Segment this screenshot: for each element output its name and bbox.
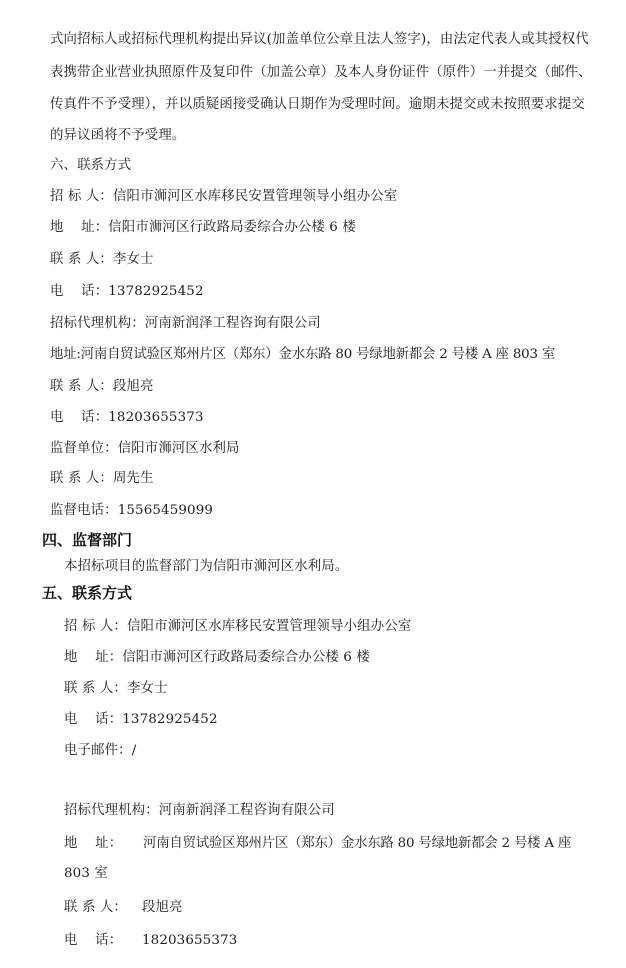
sec6-tenderer-value: 信阳市浉河区水库移民安置管理领导小组办公室 <box>112 189 398 204</box>
sec5-address-row <box>64 648 370 668</box>
sec5-phone-row <box>64 710 218 730</box>
sec5-contact-value: 李女士 <box>126 681 168 696</box>
sec5-tenderer-label: 招 标 人： <box>64 619 127 634</box>
sec5-agency-address-row <box>64 834 142 854</box>
sec5-agency-address-line2: 803 室 <box>64 866 108 881</box>
sec5-email-label: 电子邮件： <box>64 743 132 758</box>
sec5-address-value: 信阳市浉河区行政路局委综合办公楼 6 楼 <box>122 650 370 665</box>
intro-line-4: 的异议函将不予受理。 <box>50 128 186 143</box>
sec6-agency-label: 招标代理机构： <box>50 316 145 331</box>
sec5-tenderer-value: 信阳市浉河区水库移民安置管理领导小组办公室 <box>126 619 412 634</box>
intro-line-3: 传真件不予受理），并以质疑函接受确认日期作为受理时间。逾期未提交或未按照要求提交 <box>50 97 585 112</box>
sec5-agency-row <box>64 801 335 821</box>
sec5-phone-value: 13782925452 <box>122 712 218 727</box>
section-6-title: 六、联系方式 <box>50 158 132 173</box>
sec6-address-row <box>50 218 356 238</box>
sec6-agency-phone-label: 电 话： <box>50 410 109 425</box>
sec6-agency-value: 河南新润泽工程咨询有限公司 <box>144 316 321 331</box>
sec6-supervisor-phone-row <box>50 501 213 521</box>
sec6-agency-row <box>50 314 321 334</box>
sec6-agency-contact-label: 联 系 人： <box>50 379 113 394</box>
sec5-email-row <box>64 741 136 761</box>
sec5-contact-row <box>64 679 168 699</box>
sec5-address-label: 地 址： <box>64 650 123 665</box>
sec6-agency-phone-value: 18203655373 <box>108 410 204 425</box>
sec6-agency-contact-value: 段旭亮 <box>112 379 154 394</box>
sec5-agency-phone-label: 电 话： <box>64 933 123 948</box>
sec5-agency-phone-row <box>64 931 237 951</box>
sec5-agency-label: 招标代理机构： <box>64 803 159 818</box>
sec6-supervisor-contact-value: 周先生 <box>112 471 154 486</box>
sec6-phone-row <box>50 282 204 302</box>
sec6-phone-label: 电 话： <box>50 284 109 299</box>
sec6-phone-value: 13782925452 <box>108 284 204 299</box>
sec5-agency-phone-value: 18203655373 <box>142 933 238 948</box>
sec6-supervisor-phone-label: 监督电话： <box>50 503 118 518</box>
sec6-tenderer-row <box>50 187 397 207</box>
sec6-supervisor-contact-label: 联 系 人： <box>50 471 113 486</box>
sec6-address-value: 信阳市浉河区行政路局委综合办公楼 6 楼 <box>108 220 356 235</box>
sec6-supervisor-row <box>50 439 240 459</box>
sec5-email-value: / <box>131 743 137 758</box>
sec6-supervisor-label: 监督单位： <box>50 441 118 456</box>
sec5-agency-contact-value: 段旭亮 <box>142 900 183 915</box>
sec5-agency-contact-row <box>64 898 183 918</box>
sec6-agency-address-value: 河南自贸试验区郑州片区（郑东）金水东路 80 号绿地新都会 2 号楼 A 座 803 室 <box>80 347 556 362</box>
sec6-agency-phone-row <box>50 408 204 428</box>
sec6-supervisor-phone-value: 15565459099 <box>117 503 214 518</box>
sec6-agency-address-label: 地址: <box>50 347 81 362</box>
sec5-tenderer-row <box>64 617 411 637</box>
sec6-agency-contact-row <box>50 377 154 397</box>
sec6-agency-address-row <box>50 345 555 365</box>
sec6-supervisor-value: 信阳市浉河区水利局 <box>117 441 240 456</box>
section-4-text: 本招标项目的监督部门为信阳市浉河区水利局。 <box>64 559 349 574</box>
sec6-contact-value: 李女士 <box>112 252 154 267</box>
sec5-agency-address-line1: 河南自贸试验区郑州片区（郑东）金水东路 80 号绿地新都会 2 号楼 A 座 <box>143 836 572 851</box>
sec6-contact-label: 联 系 人： <box>50 252 113 267</box>
section-4-title: 四、监督部门 <box>42 531 133 549</box>
sec6-supervisor-contact-row <box>50 469 154 489</box>
sec5-phone-label: 电 话： <box>64 712 123 727</box>
sec5-agency-contact-label: 联 系 人： <box>64 900 127 915</box>
sec6-contact-row <box>50 250 154 270</box>
sec6-tenderer-label: 招 标 人： <box>50 189 113 204</box>
sec6-address-label: 地 址： <box>50 220 109 235</box>
sec5-agency-address-label: 地 址： <box>64 836 123 851</box>
sec5-agency-value: 河南新润泽工程咨询有限公司 <box>158 803 335 818</box>
intro-line-2: 表携带企业营业执照原件及复印件（加盖公章）及本人身份证件（原件）一并提交（邮件、 <box>50 65 592 80</box>
intro-line-1: 式向招标人或招标代理机构提出异议(加盖单位公章且法人签字)，由法定代表人或其授权代 <box>50 32 589 47</box>
section-5-title: 五、联系方式 <box>42 584 133 602</box>
sec5-contact-label: 联 系 人： <box>64 681 127 696</box>
